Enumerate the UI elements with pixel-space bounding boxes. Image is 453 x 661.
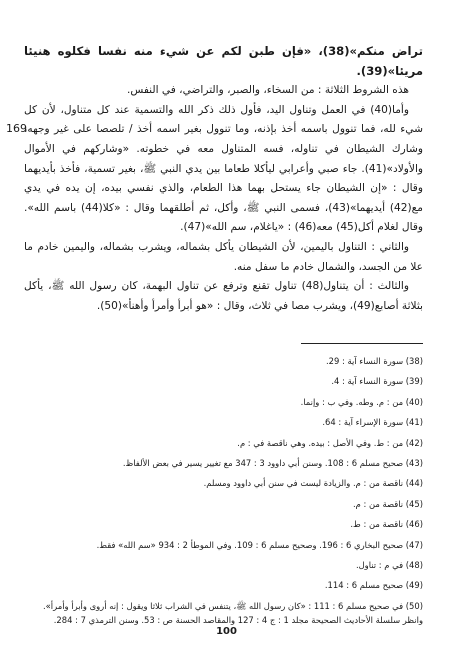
paragraph-quran-quote: تراض منكم»(38)، «فإن طبن لكم عن شيء منه نفسا فكلوه هنيئا مريئا»(39). (24, 44, 423, 78)
footnote-item: (50) في صحيح مسلم 6 : 111 : «كان رسول الله ﷺ، يتنفس في الشراب ثلاثا ويقول : إنه أروى وأبرأ وأمرأ». وانظر سلسلة الأحاديث الصحيحة مجلد 1 : ج 4 : 127 والمقاصد الحسنة ص : 53. وسنن الترمذي 7 : 284. (43, 600, 423, 625)
footnote-item: (42) من : ط. وفي الأصل : بيده. وهي ناقصة في : م. (237, 437, 423, 448)
footnote-item: (38) سورة النساء آية : 29. (326, 356, 423, 366)
footnote-item: (39) سورة النساء آية : 4. (331, 376, 423, 387)
paragraph-second: والثاني : التناول باليمين، لأن الشيطان يأكل بشماله، ويشرب بشماله، واليمين خادم ما علا من الجسد، والشمال خادم ما سفل منه. (24, 240, 423, 273)
footnotes-list (30, 351, 423, 630)
footnote-divider (301, 343, 423, 344)
paragraph-third: والثالث : أن يتناول(48) تناول تقنع وترفع عن تناول البهمة، كان رسول الله ﷺ، يأكل بثلاثة أصابع(49)، ويشرب مصا في ثلاث، وقال : «هو أبرأ وأمرأ وأهنأ»(50). (24, 280, 423, 312)
footnote-item: (44) ناقصة من : م. والزيادة ليست في سنن أبي داوود ومسلم. (203, 478, 423, 489)
main-text (24, 42, 423, 316)
footnote-item: (43) صحيح مسلم 6 : 108. وسنن أبي داوود 3 : 347 مع تغيير يسير في بعض الألفاظ. (122, 458, 423, 469)
footnote-item: (48) في م : تناول. (355, 560, 423, 571)
footnote-item: (47) صحيح البخاري 6 : 196. وصحيح مسلم 6 : 109. وفي الموطأ 2 : 934 «سم الله» فقط. (96, 539, 423, 550)
footnote-item: (40) من : م. وطه. وفي ب : وإنما. (300, 396, 423, 407)
paragraph-three-conditions: هذه الشروط الثلاثة : من السخاء، والصبر، والتراضي، في النفس. (126, 84, 409, 97)
footnote-item: (45) ناقصة من : م. (352, 498, 423, 509)
footnote-item: (46) ناقصة من : ط. (350, 519, 423, 530)
footnote-item: (49) صحيح مسلم 6 : 114. (324, 580, 423, 591)
paragraph-tasmiya: وأما(40) في العمل وتناول اليد، فأول ذلك ذكر الله والتسمية عند كل متناول، لأن كل شيء لله، فما تنوول باسمه أخذ بإذنه، وما تنوول بغير اسمه أخذ / تلصصا على غير وجهه، وشارك الشيطان في تناوله، فسه المتناول معه في خطوته. «وشاركهم في الأموال والأولاد»(41). جاء صبي وأعرابي ليأكلا طعاما بين يدي النبي ﷺ، بغير تسمية، فأخذ بأيديهما وقال : «إن الشيطان جاء يستحل بهما هذا الطعام، والذي نفسي بيده، إن يده في يدي مع(42) أيديهما»(43)، فسمى النبي ﷺ، وأكل، ثم أطلقهما وقال : «كلا(44) باسم الله». وقال لغلام أكل(45) معه(46) : «ياغلام، سم الله»(47). (24, 103, 423, 234)
margin-page-number: 169 (6, 122, 27, 135)
page-number: 100 (216, 626, 237, 637)
footnote-item: (41) سورة الإسراء آية : 64. (322, 417, 423, 428)
